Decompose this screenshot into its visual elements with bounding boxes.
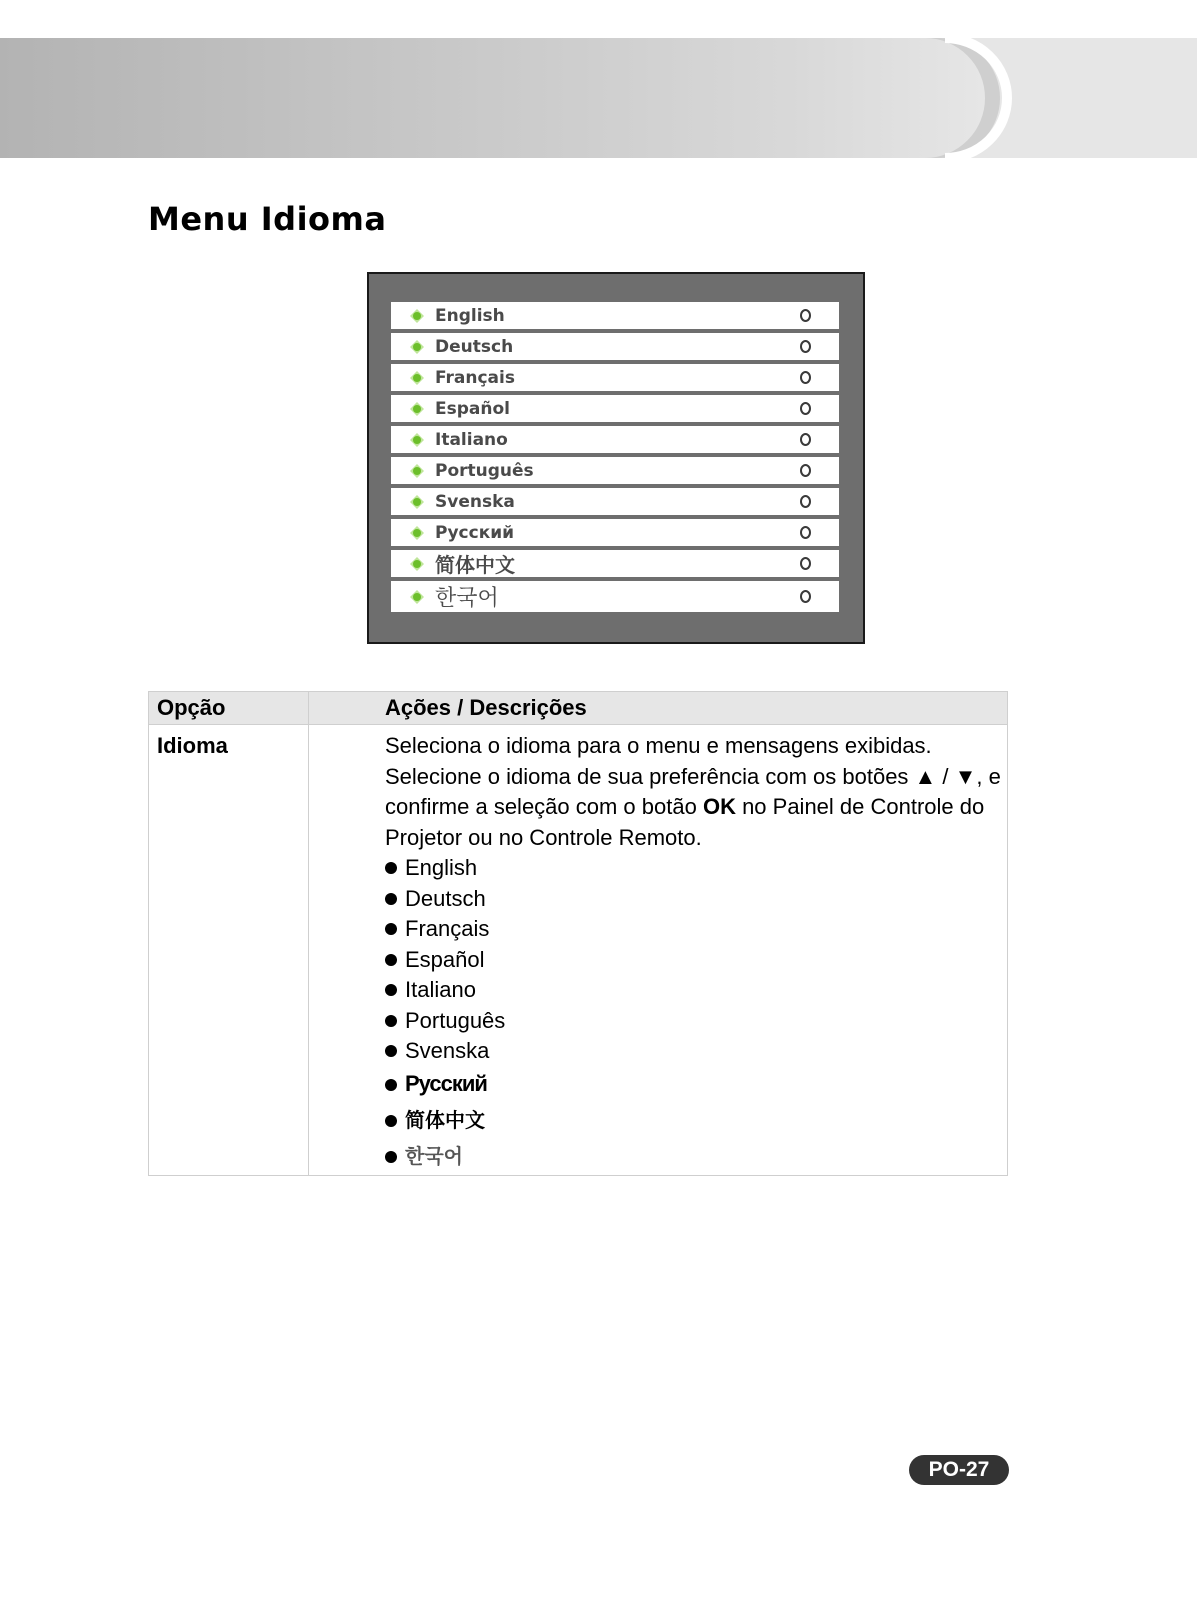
language-label: Italiano: [405, 977, 476, 1002]
language-label: Português: [405, 1007, 506, 1033]
header-band: [0, 38, 1197, 158]
osd-item-deutsch[interactable]: [391, 333, 839, 360]
header-actions: Ações / Descrições: [309, 692, 1008, 725]
osd-item-label: Svenska: [435, 491, 515, 512]
description-text: no Painel de Controle do: [735, 794, 985, 819]
radio-circle-icon[interactable]: [800, 557, 811, 570]
language-osd-menu: [367, 272, 865, 644]
description-line: [385, 792, 1005, 823]
osd-item-label: English: [435, 305, 505, 326]
language-list: [385, 853, 1005, 1175]
language-label: Deutsch: [405, 885, 486, 911]
osd-item-label: Português: [435, 460, 534, 481]
radio-circle-icon[interactable]: [800, 371, 811, 384]
ok-key-label: OK: [702, 794, 736, 819]
list-item: [385, 975, 1005, 1006]
osd-item-label: 简体中文: [435, 553, 515, 577]
header-option: Opção: [149, 692, 309, 725]
language-label: 简体中文: [405, 1108, 485, 1133]
bullet-icon: [385, 1115, 397, 1127]
osd-item-korean[interactable]: [391, 581, 839, 612]
page-title: Menu Idioma: [148, 200, 387, 238]
radio-circle-icon[interactable]: [800, 590, 811, 603]
table-header-row: [149, 692, 1008, 725]
bullet-icon: [385, 893, 397, 905]
radio-circle-icon[interactable]: [800, 402, 811, 415]
list-item: [385, 1139, 1005, 1175]
green-diamond-icon: [409, 339, 425, 355]
osd-item-russian[interactable]: [391, 519, 839, 546]
bullet-icon: [385, 954, 397, 966]
osd-item-italiano[interactable]: [391, 426, 839, 453]
green-diamond-icon: [409, 525, 425, 541]
green-diamond-icon: [409, 401, 425, 417]
radio-circle-icon[interactable]: [800, 526, 811, 539]
green-diamond-icon: [409, 308, 425, 324]
description-line: Projetor ou no Controle Remoto.: [385, 824, 702, 850]
bullet-icon: [385, 862, 397, 874]
osd-item-label: Español: [435, 398, 510, 419]
language-label: Français: [405, 916, 490, 941]
bullet-icon: [385, 923, 397, 935]
options-table: [148, 691, 1008, 1176]
green-diamond-icon: [409, 556, 425, 572]
radio-circle-icon[interactable]: [800, 433, 811, 446]
green-diamond-icon: [409, 463, 425, 479]
green-diamond-icon: [409, 494, 425, 510]
language-label: 한국어: [405, 1144, 463, 1169]
description-text: confirme a seleção com o botão: [385, 794, 703, 819]
list-item: [385, 1006, 1005, 1037]
description-line: Selecione o idioma de sua preferência com os botões ▲ / ▼, e: [385, 763, 1001, 789]
option-name: Idioma: [149, 725, 309, 1176]
list-item: [385, 884, 1005, 915]
bullet-icon: [385, 1151, 397, 1163]
radio-circle-icon[interactable]: [800, 340, 811, 353]
radio-circle-icon[interactable]: [800, 495, 811, 508]
osd-item-svenska[interactable]: [391, 488, 839, 515]
language-label: Svenska: [405, 1038, 490, 1063]
bullet-icon: [385, 1015, 397, 1027]
osd-item-francais[interactable]: [391, 364, 839, 391]
list-item: [385, 914, 1005, 945]
list-item: [385, 1036, 1005, 1067]
osd-item-english[interactable]: [391, 302, 839, 329]
list-item: [385, 945, 1005, 976]
language-label: Русский: [405, 1071, 487, 1097]
bullet-icon: [385, 1045, 397, 1057]
page-number-badge: PO-27: [909, 1455, 1009, 1485]
language-label: English: [405, 855, 478, 880]
table-row: [149, 725, 1008, 1176]
osd-item-label: 한국어: [435, 586, 499, 611]
osd-item-portugues[interactable]: [391, 457, 839, 484]
list-item: [385, 853, 1005, 884]
list-item: [385, 1103, 1005, 1139]
radio-circle-icon[interactable]: [800, 309, 811, 322]
osd-item-espanol[interactable]: [391, 395, 839, 422]
bullet-icon: [385, 984, 397, 996]
radio-circle-icon[interactable]: [800, 464, 811, 477]
green-diamond-icon: [409, 589, 425, 605]
osd-item-label: Italiano: [435, 429, 508, 450]
green-diamond-icon: [409, 370, 425, 386]
green-diamond-icon: [409, 432, 425, 448]
osd-item-chinese[interactable]: [391, 550, 839, 577]
list-item: [385, 1067, 1005, 1103]
language-label: Español: [405, 946, 485, 972]
bullet-icon: [385, 1079, 397, 1091]
description-line: Seleciona o idioma para o menu e mensagens exibidas.: [385, 733, 932, 758]
osd-item-label: Deutsch: [435, 336, 514, 357]
option-description: [309, 725, 1008, 1176]
osd-item-label: Русский: [435, 522, 515, 543]
osd-item-label: Français: [435, 367, 515, 388]
